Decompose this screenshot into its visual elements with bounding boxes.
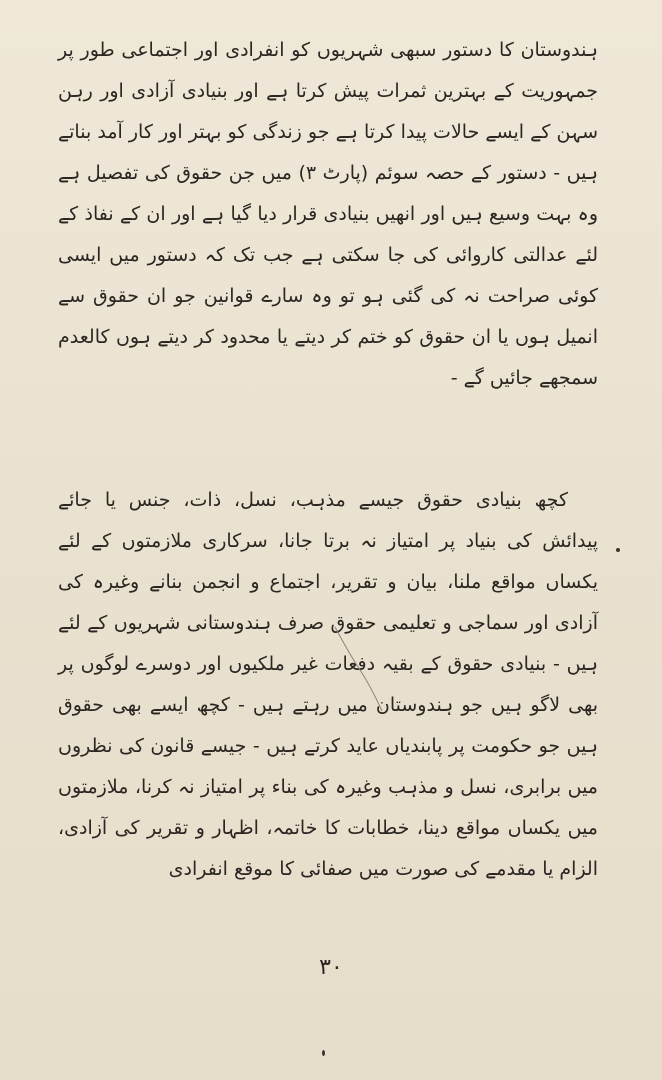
paragraph-block-2 [58, 480, 598, 890]
paragraph-1: ہندوستان کا دستور سبھی شہریوں کو انفرادی اور اجتماعی طور پر جمہوریت کے بہترین ثمرات پیش کرتا ہے اور بنیادی آزادی اور رہن سہن کے ایسے حالات پیدا کرتا ہے جو زندگی کو بہتر اور کار آمد بناتے ہیں - دستور کے حصہ سوئم (پارٹ ۳) میں جن حقوق کی تفصیل ہے وہ بہت وسیع ہیں اور انھیں بنیادی قرار دیا گیا ہے اور ان کے نفاذ کے لئے عدالتی کاروائی کی جا سکتی ہے جب تک کہ دستور میں ایسی کوئی صراحت نہ کی گئی ہو تو وہ سارے قوانین جو ان حقوق سے انمیل ہوں یا ان حقوق کو ختم کر دیتے یا محدود کر دیتے ہوں کالعدم سمجھے جائیں گے - [58, 39, 598, 389]
paragraph-2: کچھ بنیادی حقوق جیسے مذہب، نسل، ذات، جنس یا جائے پیدائش کی بنیاد پر امتیاز نہ برتا جانا، سرکاری ملازمتوں کے لئے یکساں مواقع ملنا، بیان و تقریر، اجتماع و انجمن بنانے وغیرہ کی آزادی اور سماجی و تعلیمی حقوق صرف ہندوستانی شہریوں کے لئے ہیں - بنیادی حقوق کے بقیہ دفعات غیر ملکیوں اور دوسرے لوگوں پر بھی لاگو ہیں جو ہندوستان میں رہتے ہیں - کچھ ایسے بھی حقوق ہیں جو حکومت پر پابندیاں عاید کرتے ہیں - جیسے قانون کی نظروں میں برابری، نسل و مذہب وغیرہ کی بناء پر امتیاز نہ کرنا، ملازمتوں میں یکساں مواقع دینا، خطابات کا خاتمہ، اظہار و تقریر کی آزادی، الزام یا مقدمے کی صورت میں صفائی کا موقع انفرادی [58, 489, 598, 880]
page-number: ۳۰ [319, 955, 343, 980]
ink-dot-mark [616, 548, 620, 552]
paragraph-block-1 [58, 30, 598, 399]
ink-dot-mark [322, 1050, 325, 1056]
pencil-stroke-mark [330, 625, 390, 715]
